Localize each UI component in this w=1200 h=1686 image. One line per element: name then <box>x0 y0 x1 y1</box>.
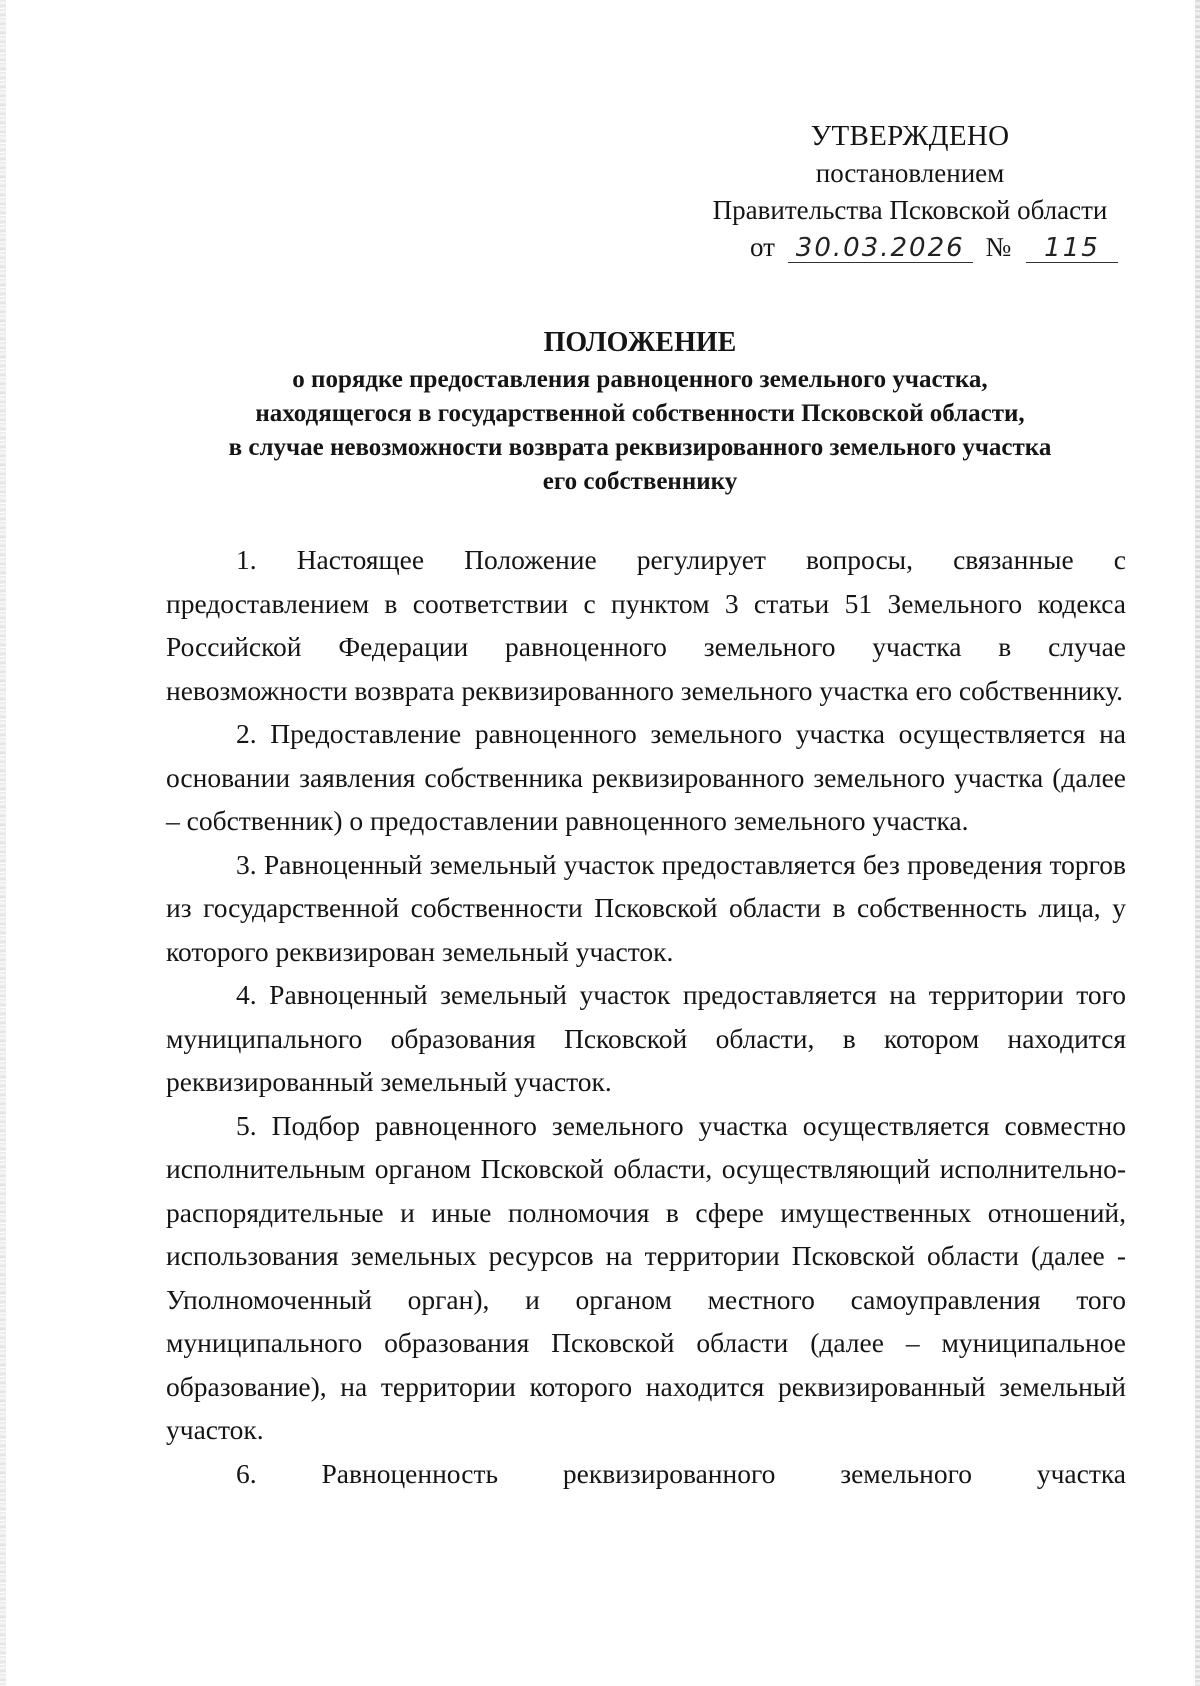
paragraph-6: 6. Равноценность реквизированного земельного участка <box>236 1457 1126 1489</box>
paragraph-5: 5. Подбор равноценного земельного участка осуществляется совместно исполнительным органом Псковской области, осуществляющий исполнительно-распорядительные и иные полномочия в сфере имущественных отношений, использования земельных ресурсов на территории Псковской области (далее - Уполномоченный орган), и органом местного самоуправления того муниципального образования Псковской области (далее – муниципальное образование), на территории которого находится реквизированный земельный участок. <box>166 1109 1126 1445</box>
approval-block <box>690 118 1130 266</box>
scan-edge-left <box>0 0 6 1686</box>
paragraph-2: 2. Предоставление равноценного земельного участка осуществляется на основании заявления собственника реквизированного земельного участка (далее – собственник) о предоставлении равноценного земельного участка. <box>166 718 1126 836</box>
title-subtitle-line: о порядке предоставления равноценного земельного участка, <box>292 366 988 393</box>
approval-from-label: от <box>750 232 775 262</box>
approval-number: 115 <box>1026 234 1118 263</box>
approval-date-row <box>690 229 1130 266</box>
title-subtitle-line: находящегося в государственной собственности Псковской области, <box>255 400 1025 427</box>
title-subtitle-line: в случае невозможности возврата реквизированного земельного участка <box>228 434 1052 461</box>
document-title <box>160 325 1120 499</box>
approval-date: 30.03.2026 <box>788 234 973 263</box>
title-subtitle-line: его собственнику <box>542 468 738 495</box>
paragraph-1: 1. Настоящее Положение регулирует вопросы, связанные с предоставлением в соответствии с пунктом 3 статьи 51 Земельного кодекса Российской Федерации равноценного земельного участка в случае невозможности возврата реквизированного земельного участка его собственнику. <box>166 544 1126 706</box>
scan-edge-right <box>1195 0 1200 1686</box>
paragraph-4: 4. Равноценный земельный участок предоставляется на территории того муниципального образования Псковской области, в котором находится реквизированный земельный участок. <box>166 979 1126 1097</box>
approval-heading: УТВЕРЖДЕНО <box>810 120 1010 152</box>
paragraph-3: 3. Равноценный земельный участок предоставляется без проведения торгов из государственной собственности Псковской области в собственность лица, у которого реквизирован земельный участок. <box>166 848 1126 967</box>
approval-line-1: постановлением <box>815 158 1005 188</box>
approval-line-2: Правительства Псковской области <box>712 195 1108 225</box>
document-body <box>166 538 1126 1495</box>
title-main: ПОЛОЖЕНИЕ <box>543 327 737 358</box>
approval-number-sign: № <box>985 232 1012 262</box>
